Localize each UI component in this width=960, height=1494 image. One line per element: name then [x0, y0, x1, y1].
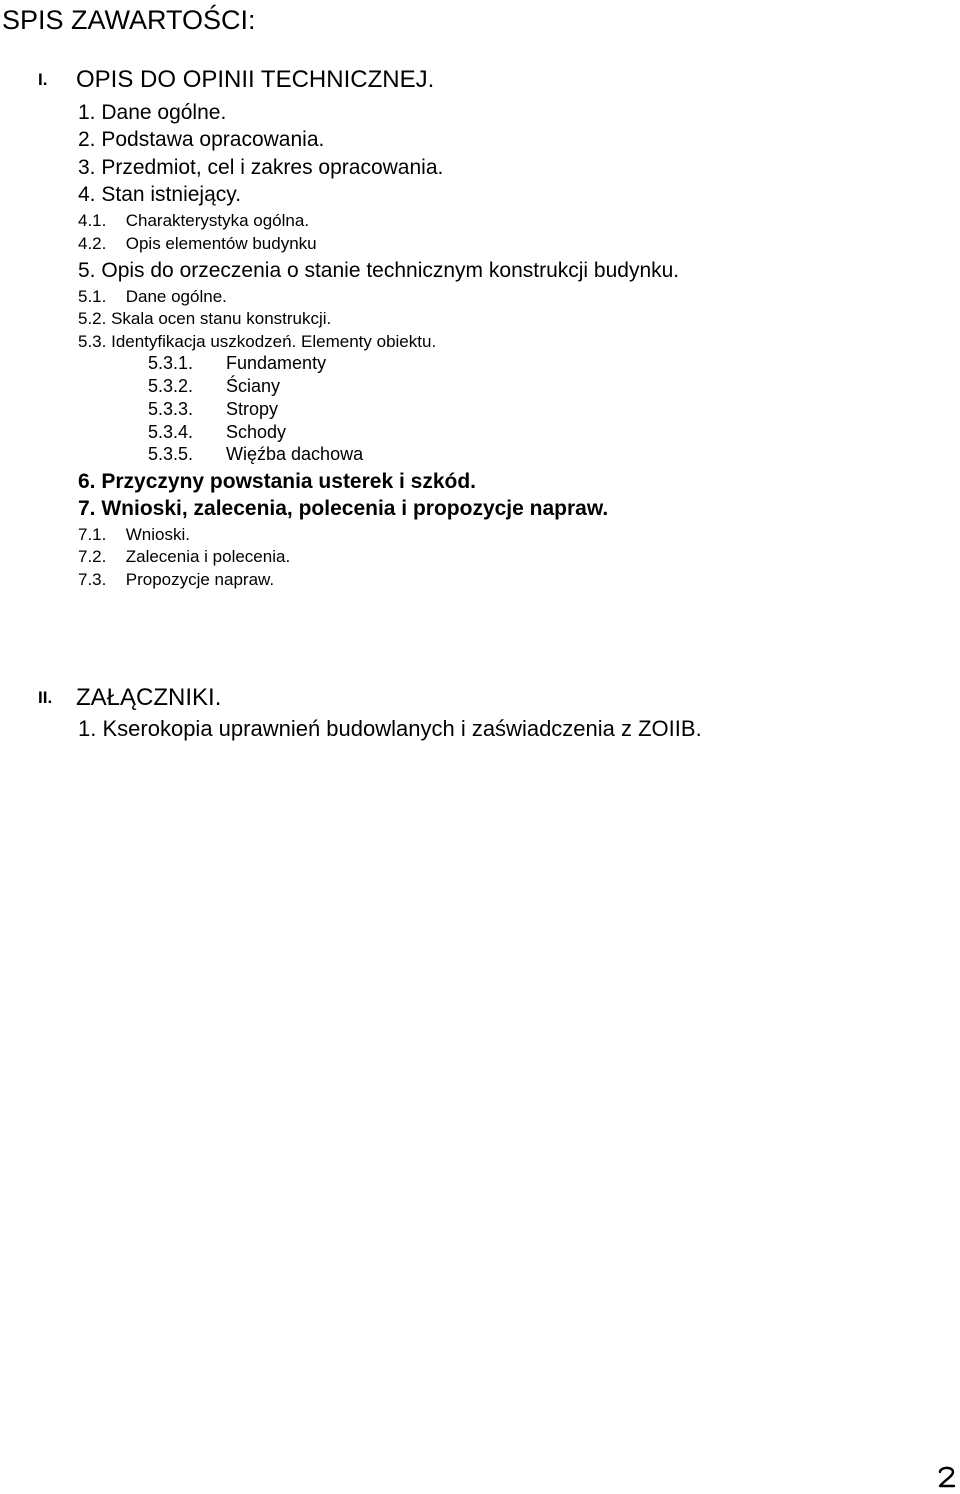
toc-entry	[78, 156, 443, 180]
toc-entry-number: 5.3.2.	[148, 376, 194, 396]
toc-entry	[78, 497, 608, 521]
toc-entry	[148, 376, 280, 397]
toc-entry-text: Identyfikacja uszkodzeń. Elementy obiektu.	[111, 332, 437, 351]
toc-entry-number: 1.	[78, 716, 97, 741]
toc-entry-text: Przyczyny powstania usterek i szkód.	[101, 470, 476, 493]
toc-entry	[78, 259, 679, 283]
toc-entry	[148, 422, 286, 443]
toc-entry	[78, 309, 331, 329]
toc-entry-text: Schody	[226, 422, 287, 442]
toc-entry-text: Ściany	[226, 376, 281, 396]
page-number	[936, 1465, 958, 1489]
toc-entry-text: Dane ogólne.	[125, 287, 227, 306]
toc-entry-number: 5.3.	[78, 332, 107, 351]
toc-entry	[148, 444, 363, 465]
toc-entry	[78, 211, 309, 231]
section-1-number: I.	[38, 70, 48, 89]
page-number-glyph	[936, 1465, 958, 1489]
toc-entry-number: 7.1.	[78, 525, 107, 544]
toc-entry-number: 7.	[78, 497, 96, 520]
toc-entry	[148, 353, 326, 374]
toc-entry-text: Kserokopia uprawnień budowlanych i zaświadczenia z ZOIIB.	[102, 716, 702, 741]
toc-entry-number: 3.	[78, 156, 96, 179]
toc-entry-number: 5.3.3.	[148, 399, 194, 419]
section-1-title: OPIS DO OPINII TECHNICZNEJ.	[76, 66, 435, 93]
toc-entry-text: Więźba dachowa	[226, 444, 364, 464]
toc-entry-number: 1.	[78, 101, 96, 124]
toc-entry-number: 7.2.	[78, 547, 107, 566]
toc-entry-number: 7.3.	[78, 570, 107, 589]
toc-entry	[78, 332, 436, 352]
toc-entry-text: Dane ogólne.	[101, 101, 227, 124]
toc-entry-number: 5.3.1.	[148, 353, 194, 373]
toc-entry-text: Fundamenty	[226, 353, 327, 373]
toc-entry-text: Podstawa opracowania.	[101, 128, 325, 151]
toc-entry-text: Opis elementów budynku	[125, 234, 317, 253]
toc-entry	[78, 570, 274, 590]
section-2-title: ZAŁĄCZNIKI.	[76, 684, 222, 711]
toc-entry	[148, 399, 278, 420]
toc-entry-number: 2.	[78, 128, 96, 151]
toc-entry	[78, 716, 702, 742]
toc-entry-text: Zalecenia i polecenia.	[125, 547, 291, 566]
toc-entry-text: Przedmiot, cel i zakres opracowania.	[101, 156, 444, 179]
toc-entry	[78, 234, 317, 254]
toc-entry-text: Charakterystyka ogólna.	[125, 211, 310, 230]
toc-entry	[78, 183, 241, 207]
toc-entry-number: 5.3.4.	[148, 422, 194, 442]
toc-entry-number: 4.2.	[78, 234, 107, 253]
toc-entry-text: Wnioski.	[125, 525, 190, 544]
section-2-number: II.	[38, 688, 53, 707]
toc-entry	[78, 287, 227, 307]
toc-entry-text: Opis do orzeczenia o stanie technicznym konstrukcji budynku.	[101, 259, 680, 282]
toc-entry-text: Skala ocen stanu konstrukcji.	[111, 309, 332, 328]
toc-entry-text: Stan istniejący.	[101, 183, 242, 206]
toc-entry	[78, 101, 226, 125]
toc-entry-number: 4.	[78, 183, 96, 206]
toc-entry-text: Propozycje napraw.	[125, 570, 275, 589]
toc-entry-number: 5.3.5.	[148, 444, 194, 464]
page-title: SPIS ZAWARTOŚCI:	[2, 5, 256, 35]
toc-entry-number: 5.1.	[78, 287, 107, 306]
toc-entry	[78, 470, 476, 494]
toc-entry-number: 5.	[78, 259, 96, 282]
toc-entry-text: Stropy	[226, 399, 279, 419]
toc-entry	[78, 128, 324, 152]
toc-entry-number: 6.	[78, 470, 96, 493]
toc-entry-number: 4.1.	[78, 211, 107, 230]
toc-entry-number: 5.2.	[78, 309, 107, 328]
toc-entry	[78, 525, 190, 545]
toc-entry-text: Wnioski, zalecenia, polecenia i propozycje napraw.	[101, 497, 609, 520]
toc-entry	[78, 547, 290, 567]
